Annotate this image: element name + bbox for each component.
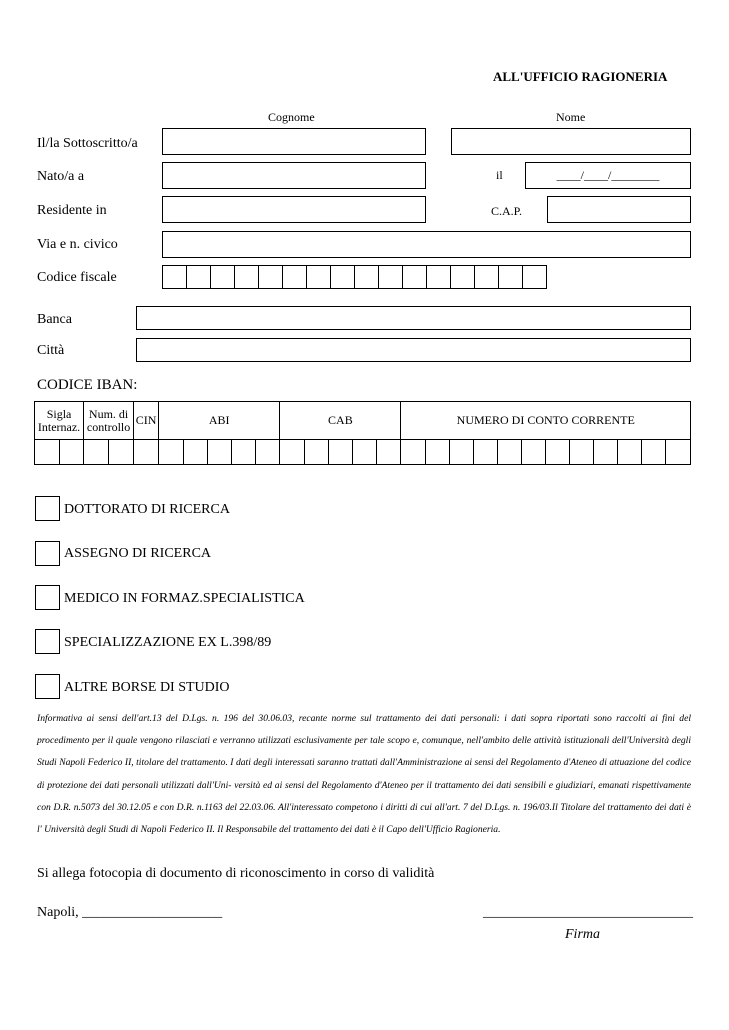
name-input[interactable] xyxy=(451,128,691,155)
iban-account-header: NUMERO DI CONTO CORRENTE xyxy=(401,402,691,440)
bank-input[interactable] xyxy=(136,306,691,330)
signature-label: Firma xyxy=(565,927,600,942)
other-scholarships-checkbox[interactable] xyxy=(35,674,60,699)
iban-cell[interactable] xyxy=(35,440,60,465)
signature-line[interactable]: ______________________________ xyxy=(483,905,693,920)
iban-cell[interactable] xyxy=(473,440,497,465)
iban-cell[interactable] xyxy=(617,440,641,465)
privacy-notice: Informativa ai sensi dell'art.13 del D.Lgs. n. 196 del 30.06.03, recante norme sul trattamento dei dati personali: i dati sopra riportati sono raccolti ai fini del procedimento per il quale vengono rilasciati e verranno utilizzati esclusivamente per tale scopo e, comunque, nell'ambito delle attività istituzionali dell'Università degli Studi Napoli Federico II, titolare del trattamento. I dati degli interessati saranno trattati dall'Amministrazione ai sensi del Regolamento d'Ateneo di attuazione del codice di protezione dei dati personali utilizzati dall'Uni- versità ed ai sensi del Regolamento d'Ateneo per il trattamento dei dati sensibili e giudiziari, emanati rispettivamente con D.R. n.5073 del 30.12.05 e con D.R. n.1163 del 22.03.06. All'interessato competono i diritti di cui all'art. 7 del D.Lgs. n. 196/03.Il Titolare del trattamento dei dati è l' Università degli Studi di Napoli Federico II. Il Responsabile del trattamento dei dati è il Capo dell'Ufficio Ragioneria. xyxy=(37,713,691,836)
iban-cell[interactable] xyxy=(232,440,256,465)
attachment-note: Si allega fotocopia di documento di riconoscimento in corso di validità xyxy=(37,866,435,881)
medical-training-checkbox[interactable] xyxy=(35,585,60,610)
iban-table xyxy=(34,401,691,465)
iban-cell[interactable] xyxy=(159,440,184,465)
iban-cab-header: CAB xyxy=(280,402,401,440)
tax-code-cell[interactable] xyxy=(403,265,427,289)
iban-cell[interactable] xyxy=(665,440,690,465)
iban-cell[interactable] xyxy=(256,440,280,465)
iban-cell[interactable] xyxy=(545,440,569,465)
name-column-label: Nome xyxy=(556,110,586,124)
birthplace-input[interactable] xyxy=(162,162,426,189)
iban-cell[interactable] xyxy=(305,440,329,465)
tax-code-cell[interactable] xyxy=(162,265,187,289)
tax-code-cell[interactable] xyxy=(523,265,547,289)
bank-label: Banca xyxy=(37,312,72,327)
tax-code-label: Codice fiscale xyxy=(37,270,117,285)
iban-cell[interactable] xyxy=(353,440,377,465)
office-heading: ALL'UFFICIO RAGIONERIA xyxy=(493,69,668,84)
tax-code-cell[interactable] xyxy=(451,265,475,289)
iban-cell[interactable] xyxy=(449,440,473,465)
city-input[interactable] xyxy=(136,338,691,362)
tax-code-cell[interactable] xyxy=(331,265,355,289)
iban-cell[interactable] xyxy=(134,440,159,465)
undersigned-label: Il/la Sottoscritto/a xyxy=(37,136,138,151)
tax-code-cell[interactable] xyxy=(307,265,331,289)
iban-check-digits-header: Num. di controllo xyxy=(84,402,134,440)
tax-code-cell[interactable] xyxy=(499,265,523,289)
other-scholarships-label: ALTRE BORSE DI STUDIO xyxy=(64,680,230,695)
iban-cell[interactable] xyxy=(84,440,109,465)
surname-input[interactable] xyxy=(162,128,426,155)
surname-column-label: Cognome xyxy=(268,110,315,124)
birthdate-label: il xyxy=(496,168,503,182)
iban-cell[interactable] xyxy=(401,440,425,465)
iban-cell[interactable] xyxy=(569,440,593,465)
tax-code-cell[interactable] xyxy=(259,265,283,289)
tax-code-cell[interactable] xyxy=(475,265,499,289)
born-in-label: Nato/a a xyxy=(37,169,85,184)
city-label: Città xyxy=(37,343,65,358)
iban-cell[interactable] xyxy=(60,440,84,465)
specialization-label: SPECIALIZZAZIONE EX L.398/89 xyxy=(64,635,272,650)
birthdate-input[interactable]: ____/____/________ xyxy=(525,162,691,189)
residence-input[interactable] xyxy=(162,196,426,223)
place-date-line: Napoli, ____________________ xyxy=(37,905,223,920)
tax-code-cell[interactable] xyxy=(355,265,379,289)
tax-code-cell[interactable] xyxy=(427,265,451,289)
iban-title: CODICE IBAN: xyxy=(37,377,138,393)
iban-cell[interactable] xyxy=(641,440,665,465)
specialization-checkbox[interactable] xyxy=(35,629,60,654)
medical-training-label: MEDICO IN FORMAZ.SPECIALISTICA xyxy=(64,591,305,606)
research-grant-checkbox[interactable] xyxy=(35,541,60,566)
tax-code-cell[interactable] xyxy=(211,265,235,289)
cap-label: C.A.P. xyxy=(491,204,523,218)
cap-input[interactable] xyxy=(547,196,691,223)
iban-cin-header: CIN xyxy=(134,402,159,440)
street-label: Via e n. civico xyxy=(37,237,118,252)
iban-cell[interactable] xyxy=(109,440,134,465)
iban-cell[interactable] xyxy=(593,440,617,465)
iban-abi-header: ABI xyxy=(159,402,280,440)
tax-code-cells[interactable] xyxy=(162,265,547,289)
iban-cell[interactable] xyxy=(329,440,353,465)
tax-code-cell[interactable] xyxy=(235,265,259,289)
tax-code-cell[interactable] xyxy=(283,265,307,289)
iban-cell[interactable] xyxy=(521,440,545,465)
tax-code-cell[interactable] xyxy=(187,265,211,289)
phd-checkbox[interactable] xyxy=(35,496,60,521)
iban-intl-code-header: Sigla Internaz. xyxy=(35,402,84,440)
iban-cell[interactable] xyxy=(497,440,521,465)
street-input[interactable] xyxy=(162,231,691,258)
iban-cell[interactable] xyxy=(208,440,232,465)
phd-label: DOTTORATO DI RICERCA xyxy=(64,502,230,517)
residence-label: Residente in xyxy=(37,203,107,218)
iban-cell[interactable] xyxy=(280,440,305,465)
tax-code-cell[interactable] xyxy=(379,265,403,289)
research-grant-label: ASSEGNO DI RICERCA xyxy=(64,546,212,561)
iban-cell[interactable] xyxy=(377,440,401,465)
iban-cell[interactable] xyxy=(425,440,449,465)
iban-cell[interactable] xyxy=(184,440,208,465)
